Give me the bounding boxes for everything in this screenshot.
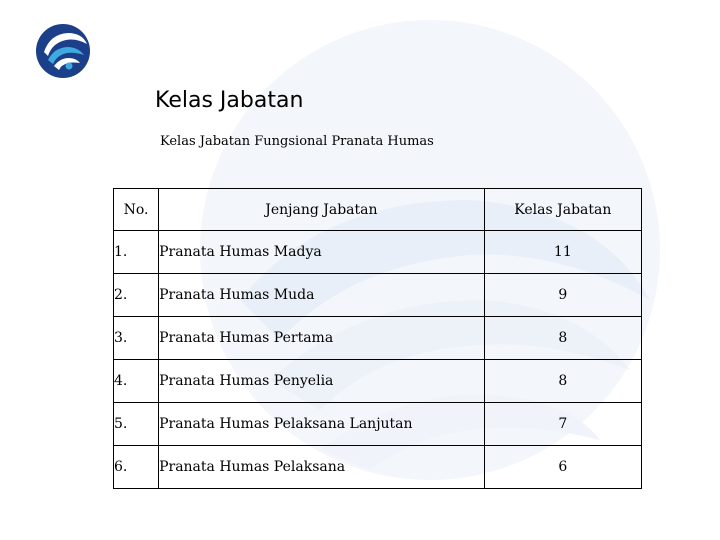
kelas-jabatan-table: [113, 188, 642, 489]
row-kelas: 7: [484, 403, 641, 446]
row-no: 4.: [114, 360, 159, 403]
row-kelas: 8: [484, 317, 641, 360]
row-no: 6.: [114, 446, 159, 489]
row-jenjang: Pranata Humas Muda: [159, 274, 485, 317]
table-row: [114, 231, 642, 274]
row-jenjang: Pranata Humas Pelaksana: [159, 446, 485, 489]
header-jenjang-jabatan: Jenjang Jabatan: [159, 189, 485, 231]
row-no: 2.: [114, 274, 159, 317]
row-jenjang: Pranata Humas Pertama: [159, 317, 485, 360]
header-no: No.: [114, 189, 159, 231]
row-no: 1.: [114, 231, 159, 274]
row-kelas: 11: [484, 231, 641, 274]
row-kelas: 8: [484, 360, 641, 403]
row-jenjang: Pranata Humas Pelaksana Lanjutan: [159, 403, 485, 446]
row-kelas: 6: [484, 446, 641, 489]
table-header-row: [114, 189, 642, 231]
page-title: Kelas Jabatan: [155, 88, 304, 113]
table-row: [114, 446, 642, 489]
row-jenjang: Pranata Humas Madya: [159, 231, 485, 274]
page-subtitle: Kelas Jabatan Fungsional Pranata Humas: [160, 134, 434, 149]
table-row: [114, 403, 642, 446]
row-kelas: 9: [484, 274, 641, 317]
table-row: [114, 317, 642, 360]
header-kelas-jabatan: Kelas Jabatan: [484, 189, 641, 231]
row-no: 3.: [114, 317, 159, 360]
table-row: [114, 274, 642, 317]
row-no: 5.: [114, 403, 159, 446]
row-jenjang: Pranata Humas Penyelia: [159, 360, 485, 403]
table-row: [114, 360, 642, 403]
kominfo-logo-icon: [34, 22, 92, 80]
